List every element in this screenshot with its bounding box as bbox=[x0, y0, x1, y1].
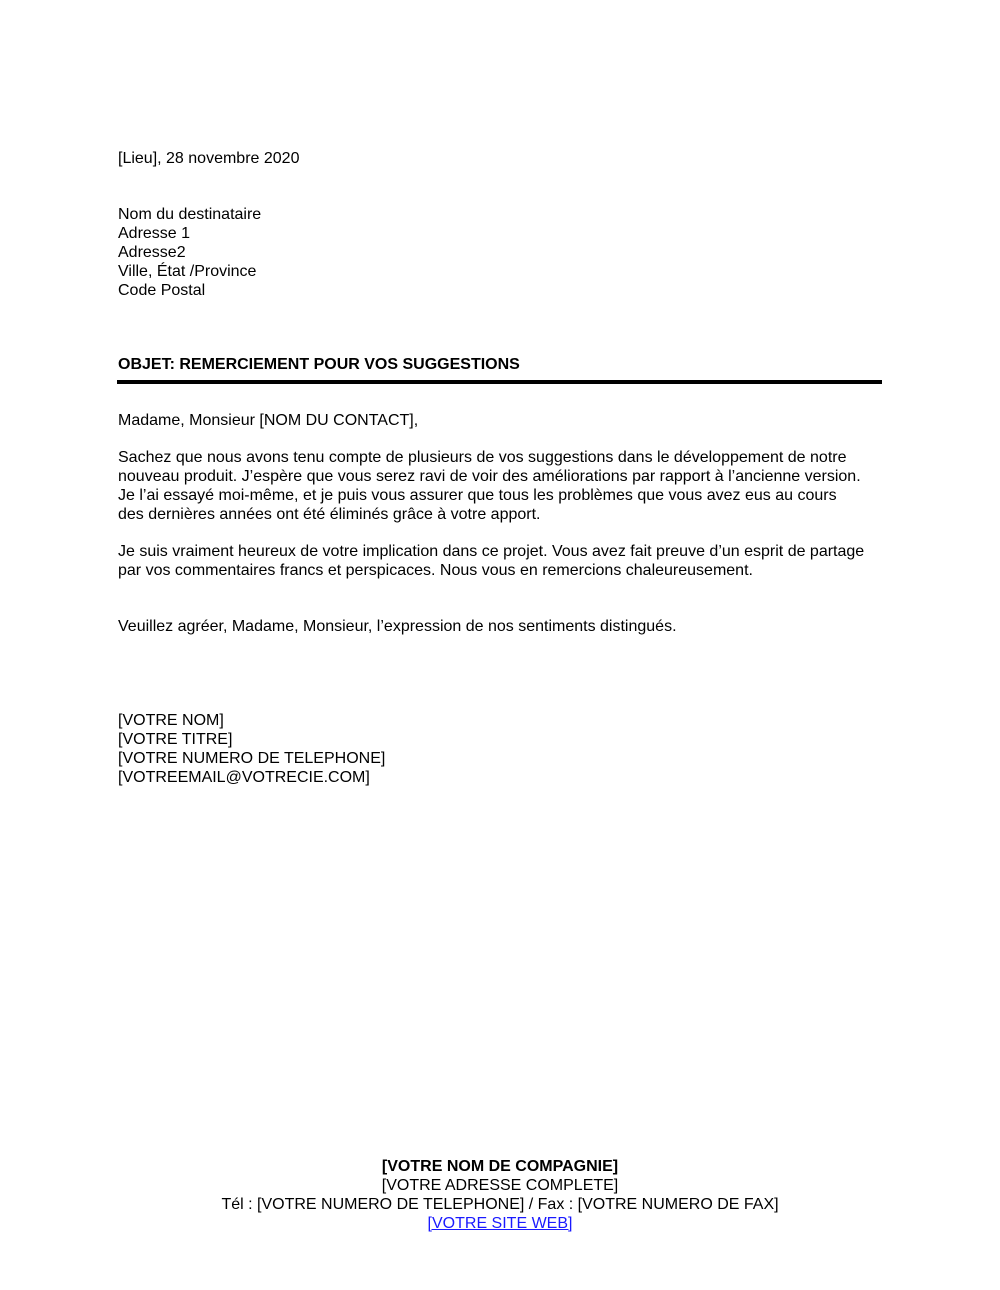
recipient-address-2: Adresse2 bbox=[118, 244, 186, 261]
recipient-city-state: Ville, État /Province bbox=[118, 263, 257, 280]
paragraph-line: nouveau produit. J’espère que vous serez ravi de voir des améliorations par rapport à l’ancienne version. bbox=[118, 468, 861, 485]
closing-formula bbox=[118, 617, 882, 636]
paragraph-line: Sachez que nous avons tenu compte de plusieurs de vos suggestions dans le développement de notre bbox=[118, 449, 847, 466]
subject-text: OBJET: REMERCIEMENT POUR VOS SUGGESTIONS bbox=[118, 356, 520, 373]
body-paragraph-1 bbox=[118, 448, 882, 524]
body-paragraph-2 bbox=[118, 542, 882, 580]
signature-title: [VOTRE TITRE] bbox=[118, 731, 233, 748]
subject-divider bbox=[117, 380, 882, 384]
recipient-name: Nom du destinataire bbox=[118, 206, 262, 223]
paragraph-line: par vos commentaires francs et perspicaces. Nous vous en remercions chaleureusement. bbox=[118, 562, 753, 579]
paragraph-line: Je l’ai essayé moi-même, et je puis vous assurer que tous les problèmes que vous avez eus au cours bbox=[118, 487, 837, 504]
recipient-postal-code: Code Postal bbox=[118, 282, 206, 299]
footer-contact: Tél : [VOTRE NUMERO DE TELEPHONE] / Fax : [VOTRE NUMERO DE FAX] bbox=[221, 1196, 779, 1213]
signature-email: [VOTREEMAIL@VOTRECIE.COM] bbox=[118, 769, 370, 786]
closing-text: Veuillez agréer, Madame, Monsieur, l’expression de nos sentiments distingués. bbox=[118, 618, 677, 635]
footer-address: [VOTRE ADRESSE COMPLETE] bbox=[381, 1177, 619, 1194]
salutation bbox=[118, 411, 882, 430]
signature-phone: [VOTRE NUMERO DE TELEPHONE] bbox=[118, 750, 386, 767]
subject-line bbox=[118, 355, 882, 374]
footer-website-link[interactable]: [VOTRE SITE WEB] bbox=[427, 1215, 573, 1232]
footer-company-name: [VOTRE NOM DE COMPAGNIE] bbox=[381, 1158, 619, 1175]
recipient-address bbox=[118, 205, 882, 300]
date-line bbox=[118, 149, 882, 168]
date-text: [Lieu], 28 novembre 2020 bbox=[118, 150, 300, 167]
signature-name: [VOTRE NOM] bbox=[118, 712, 224, 729]
signature-block bbox=[118, 711, 882, 787]
recipient-address-1: Adresse 1 bbox=[118, 225, 191, 242]
paragraph-line: des dernières années ont été éliminés grâce à votre apport. bbox=[118, 506, 541, 523]
company-footer bbox=[0, 1157, 1000, 1233]
salutation-text: Madame, Monsieur [NOM DU CONTACT], bbox=[118, 412, 419, 429]
paragraph-line: Je suis vraiment heureux de votre implication dans ce projet. Vous avez fait preuve d’un esprit de partage bbox=[118, 543, 865, 560]
